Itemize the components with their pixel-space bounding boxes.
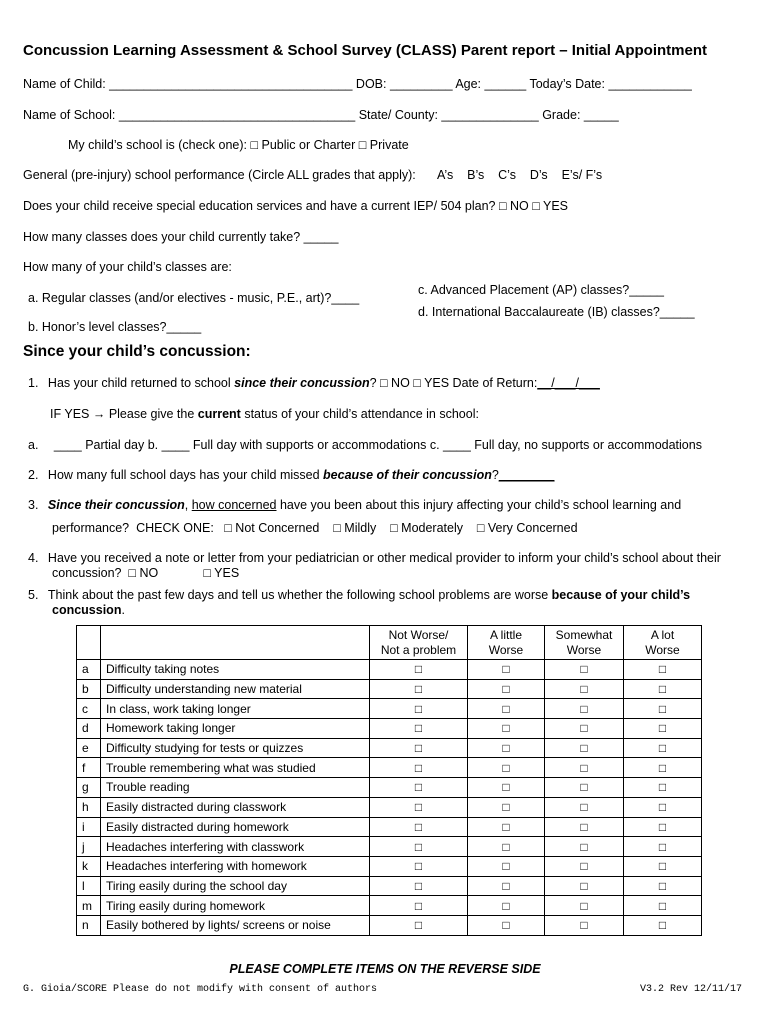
q3-emphasis: Since their concussion <box>47 498 185 512</box>
table-row <box>77 915 702 935</box>
checkbox-not-worse[interactable]: □ <box>370 797 468 817</box>
checkbox-a-lot-worse[interactable]: □ <box>624 778 702 798</box>
header-somewhat-worse: Somewhat Worse <box>545 626 624 660</box>
table-row <box>77 660 702 680</box>
row-item-label: Headaches interfering with classwork <box>101 837 370 857</box>
q3-post: have you been about this injury affecting your child’s school learning and <box>276 498 682 512</box>
q5-emphasis: because of your child’s <box>551 588 691 602</box>
table-row <box>77 797 702 817</box>
q1-date-blank[interactable]: __/___/___ <box>537 376 600 390</box>
checkbox-a-little-worse[interactable]: □ <box>468 896 545 916</box>
q1-emphasis: since their concussion <box>234 376 370 390</box>
classes-are-question: How many of your child’s classes are: <box>23 260 232 274</box>
footer-authors: G. Gioia/SCORE Please do not modify with consent of authors <box>23 984 378 995</box>
table-row <box>77 719 702 739</box>
row-letter: m <box>77 896 101 916</box>
q2-number: 2. <box>28 468 39 482</box>
checkbox-somewhat-worse[interactable]: □ <box>545 876 624 896</box>
attendance-options[interactable] <box>28 438 702 452</box>
row-letter: c <box>77 699 101 719</box>
row-item-label: Trouble remembering what was studied <box>101 758 370 778</box>
row-item-label: Difficulty taking notes <box>101 660 370 680</box>
row-item-label: Easily bothered by lights/ screens or noise <box>101 915 370 935</box>
q3-options[interactable]: performance? CHECK ONE: □ Not Concerned □ Mildly □ Moderately □ Very Concerned <box>52 521 578 535</box>
table-row <box>77 758 702 778</box>
checkbox-a-little-worse[interactable]: □ <box>468 837 545 857</box>
school-info-line: Name of School: __________________________________ State/ County: ______________ Grade: _____ <box>23 108 619 122</box>
row-letter: h <box>77 797 101 817</box>
row-letter: i <box>77 817 101 837</box>
q3-underline: how concerned <box>191 498 277 512</box>
q3-number: 3. <box>28 498 39 512</box>
q1-pre: Has your child returned to school <box>47 376 235 390</box>
checkbox-a-lot-worse[interactable]: □ <box>624 738 702 758</box>
table-row <box>77 778 702 798</box>
header-blank-letter <box>77 626 101 660</box>
q5-line2 <box>52 603 125 617</box>
if-yes-post: status of your child’s attendance in school: <box>240 407 479 421</box>
if-yes-emphasis: current <box>197 407 241 421</box>
checkbox-a-lot-worse[interactable]: □ <box>624 797 702 817</box>
row-item-label: In class, work taking longer <box>101 699 370 719</box>
q3-comma: , <box>184 498 192 512</box>
row-letter: g <box>77 778 101 798</box>
row-letter: e <box>77 738 101 758</box>
checkbox-a-little-worse[interactable]: □ <box>468 699 545 719</box>
q5-number: 5. <box>28 588 39 602</box>
school-type-line <box>68 138 409 152</box>
q2-post: ? <box>491 468 499 482</box>
checkbox-a-lot-worse[interactable]: □ <box>624 679 702 699</box>
checkbox-somewhat-worse[interactable]: □ <box>545 738 624 758</box>
checkbox-a-little-worse[interactable]: □ <box>468 738 545 758</box>
checkbox-not-worse[interactable]: □ <box>370 896 468 916</box>
checkbox-somewhat-worse[interactable]: □ <box>545 699 624 719</box>
attendance-letter: a. <box>28 438 39 452</box>
row-item-label: Tiring easily during the school day <box>101 876 370 896</box>
checkbox-a-little-worse[interactable]: □ <box>468 660 545 680</box>
checkbox-somewhat-worse[interactable]: □ <box>545 758 624 778</box>
table-header-row <box>77 626 702 660</box>
header-a-little-worse: A little Worse <box>468 626 545 660</box>
school-type-label: My child’s school is (check one): <box>68 138 251 152</box>
form-title: Concussion Learning Assessment & School Survey (CLASS) Parent report – Initial Appointment <box>23 42 708 59</box>
q5-line2-emphasis: concussion <box>52 603 122 617</box>
checkbox-a-lot-worse[interactable]: □ <box>624 699 702 719</box>
if-yes-pre: IF YES → Please give the <box>50 407 198 421</box>
checkbox-not-worse[interactable]: □ <box>370 817 468 837</box>
checkbox-somewhat-worse[interactable]: □ <box>545 778 624 798</box>
reverse-side-note: PLEASE COMPLETE ITEMS ON THE REVERSE SIDE <box>229 962 541 976</box>
iep-question: Does your child receive special education services and have a current IEP/ 504 plan? □ NO □ YES <box>23 199 569 213</box>
checkbox-not-worse[interactable]: □ <box>370 876 468 896</box>
q2-blank[interactable]: ________ <box>498 468 555 482</box>
row-item-label: Headaches interfering with homework <box>101 856 370 876</box>
row-item-label: Trouble reading <box>101 778 370 798</box>
checkbox-a-little-worse[interactable]: □ <box>468 719 545 739</box>
attendance-text[interactable]: ____ Partial day b. ____ Full day with supports or accommodations c. ____ Full day, no supports or accommodations <box>53 438 702 452</box>
classes-count-question: How many classes does your child currently take? _____ <box>23 230 339 244</box>
q4-number: 4. <box>28 551 39 565</box>
question-2 <box>28 468 554 482</box>
checkbox-somewhat-worse[interactable]: □ <box>545 797 624 817</box>
checkbox-somewhat-worse[interactable]: □ <box>545 896 624 916</box>
class-d-line: d. International Baccalaureate (IB) classes?_____ <box>418 305 695 319</box>
checkbox-a-lot-worse[interactable]: □ <box>624 837 702 857</box>
checkbox-somewhat-worse[interactable]: □ <box>545 719 624 739</box>
question-4 <box>28 551 721 565</box>
footer-version: V3.2 Rev 12/11/17 <box>640 984 743 995</box>
checkbox-a-little-worse[interactable]: □ <box>468 876 545 896</box>
checkbox-somewhat-worse[interactable]: □ <box>545 817 624 837</box>
row-letter: n <box>77 915 101 935</box>
checkbox-a-little-worse[interactable]: □ <box>468 679 545 699</box>
child-info-line: Name of Child: ___________________________________ DOB: _________ Age: ______ Today’s Date: ____________ <box>23 77 692 91</box>
checkbox-somewhat-worse[interactable]: □ <box>545 660 624 680</box>
checkbox-a-little-worse[interactable]: □ <box>468 915 545 935</box>
header-blank-item <box>101 626 370 660</box>
checkbox-a-lot-worse[interactable]: □ <box>624 896 702 916</box>
header-not-worse: Not Worse/ Not a problem <box>370 626 468 660</box>
row-item-label: Homework taking longer <box>101 719 370 739</box>
checkbox-not-worse[interactable]: □ <box>370 758 468 778</box>
grade-options[interactable]: A’s B’s C’s D’s E’s/ F’s <box>437 168 603 182</box>
table-row <box>77 876 702 896</box>
class-b-line: b. Honor’s level classes?_____ <box>28 320 202 334</box>
table-row <box>77 817 702 837</box>
table-row <box>77 679 702 699</box>
class-c-line: c. Advanced Placement (AP) classes?_____ <box>418 283 664 297</box>
table-row <box>77 856 702 876</box>
row-letter: k <box>77 856 101 876</box>
checkbox-not-worse[interactable]: □ <box>370 915 468 935</box>
q1-post[interactable]: ? □ NO □ YES Date of Return: <box>369 376 538 390</box>
q2-pre: How many full school days has your child missed <box>47 468 324 482</box>
checkbox-a-little-worse[interactable]: □ <box>468 856 545 876</box>
checkbox-not-worse[interactable]: □ <box>370 699 468 719</box>
table-row <box>77 699 702 719</box>
checkbox-a-little-worse[interactable]: □ <box>468 758 545 778</box>
row-item-label: Difficulty understanding new material <box>101 679 370 699</box>
class-a-line: a. Regular classes (and/or electives - music, P.E., art)?____ <box>28 291 360 305</box>
question-1 <box>28 376 600 390</box>
table-row <box>77 738 702 758</box>
checkbox-not-worse[interactable]: □ <box>370 856 468 876</box>
table-row <box>77 896 702 916</box>
checkbox-not-worse[interactable]: □ <box>370 778 468 798</box>
row-letter: j <box>77 837 101 857</box>
question-3 <box>28 498 681 512</box>
checkbox-not-worse[interactable]: □ <box>370 660 468 680</box>
q1-number: 1. <box>28 376 39 390</box>
row-item-label: Tiring easily during homework <box>101 896 370 916</box>
checkbox-a-little-worse[interactable]: □ <box>468 817 545 837</box>
row-letter: a <box>77 660 101 680</box>
checkbox-a-lot-worse[interactable]: □ <box>624 856 702 876</box>
checkbox-not-worse[interactable]: □ <box>370 679 468 699</box>
checkbox-a-lot-worse[interactable]: □ <box>624 915 702 935</box>
checkbox-a-little-worse[interactable]: □ <box>468 797 545 817</box>
section-heading: Since your child’s concussion: <box>23 343 251 360</box>
checkbox-a-little-worse[interactable]: □ <box>468 778 545 798</box>
q4-line1: Have you received a note or letter from your pediatrician or other medical provider to inform your child’s school about their <box>47 551 721 565</box>
row-letter: f <box>77 758 101 778</box>
checkbox-somewhat-worse[interactable]: □ <box>545 856 624 876</box>
school-type-options[interactable]: □ Public or Charter □ Private <box>250 138 409 152</box>
checkbox-not-worse[interactable]: □ <box>370 837 468 857</box>
q4-options[interactable]: concussion? □ NO □ YES <box>52 566 240 580</box>
q5-line2-post: . <box>121 603 125 617</box>
checkbox-not-worse[interactable]: □ <box>370 719 468 739</box>
row-item-label: Difficulty studying for tests or quizzes <box>101 738 370 758</box>
row-item-label: Easily distracted during classwork <box>101 797 370 817</box>
row-item-label: Easily distracted during homework <box>101 817 370 837</box>
checkbox-a-lot-worse[interactable]: □ <box>624 758 702 778</box>
row-letter: l <box>77 876 101 896</box>
question-5 <box>28 588 690 602</box>
checkbox-a-lot-worse[interactable]: □ <box>624 660 702 680</box>
table-row <box>77 837 702 857</box>
checkbox-somewhat-worse[interactable]: □ <box>545 837 624 857</box>
checkbox-somewhat-worse[interactable]: □ <box>545 679 624 699</box>
q2-emphasis: because of their concussion <box>323 468 492 482</box>
header-a-lot-worse: A lot Worse <box>624 626 702 660</box>
checkbox-not-worse[interactable]: □ <box>370 738 468 758</box>
row-letter: b <box>77 679 101 699</box>
row-letter: d <box>77 719 101 739</box>
checkbox-a-lot-worse[interactable]: □ <box>624 817 702 837</box>
checkbox-somewhat-worse[interactable]: □ <box>545 915 624 935</box>
q5-pre: Think about the past few days and tell us whether the following school problems are worse <box>47 588 552 602</box>
checkbox-a-lot-worse[interactable]: □ <box>624 876 702 896</box>
performance-label: General (pre-injury) school performance (Circle ALL grades that apply): <box>23 168 416 182</box>
if-yes-line <box>50 407 479 421</box>
checkbox-a-lot-worse[interactable]: □ <box>624 719 702 739</box>
symptom-table <box>76 625 702 936</box>
